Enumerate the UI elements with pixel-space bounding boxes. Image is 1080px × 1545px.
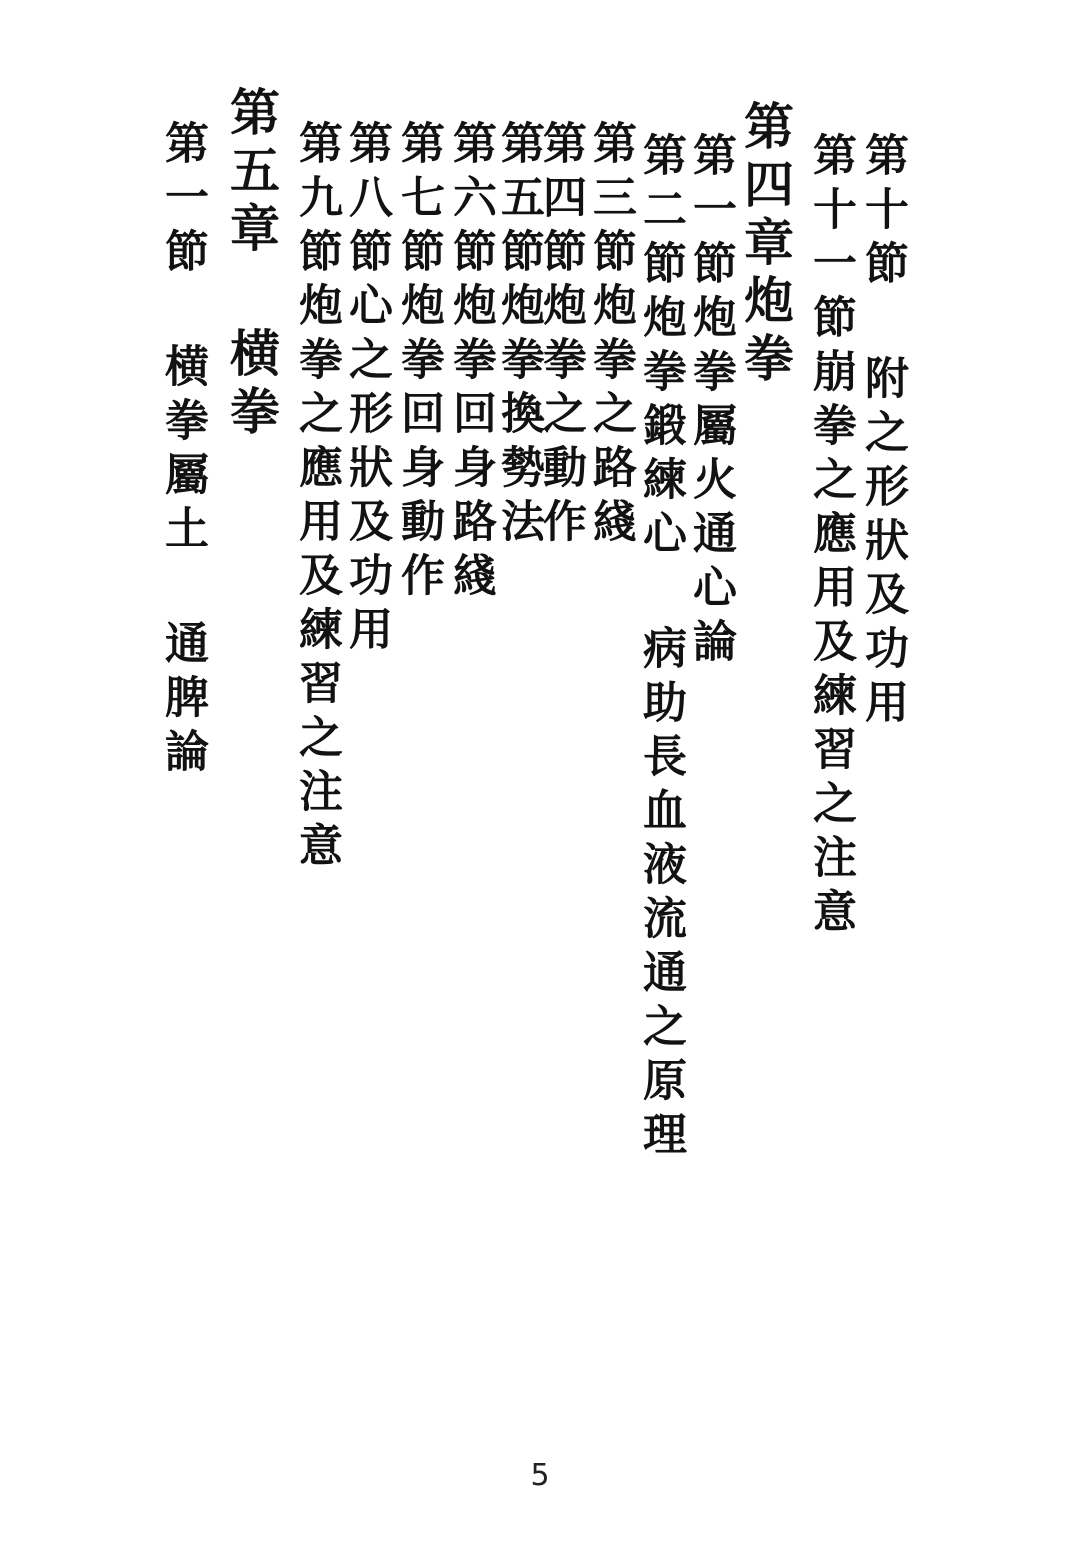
toc-entry-ch4-section-1: 第一節炮拳屬火通心論 — [685, 132, 736, 672]
toc-entry-ch4-section-8: 第八節心之形狀及功用 — [341, 120, 392, 660]
toc-entry-ch4-section-3: 第三節炮拳之路綫 — [585, 120, 636, 552]
toc-entry-ch4-section-9: 第九節炮拳之應用及練習之注意 — [291, 120, 342, 876]
toc-entry-ch4-section-5: 第五節炮拳換勢法 — [493, 120, 544, 552]
toc-chapter-5-heading: 第五章 横拳 — [222, 86, 281, 443]
toc-entry-ch4-section-6: 第六節炮拳回身路綫 — [445, 120, 496, 606]
toc-entry-ch4-section-7: 第七節炮拳回身動作 — [393, 120, 444, 606]
toc-entry-section-10: 第十節 附之形狀及功用 — [857, 132, 908, 733]
toc-entry-ch4-section-4: 第四節炮拳之動作 — [535, 120, 586, 552]
toc-chapter-4-heading: 第四章炮拳 — [736, 100, 795, 390]
toc-entry-ch5-section-1: 第一節 横拳屬土 通脾論 — [157, 120, 208, 782]
page-number: 5 — [530, 1458, 550, 1493]
toc-entry-ch4-section-2: 第二節炮拳鍛練心 病助長血液流通之原理 — [635, 132, 686, 1165]
toc-entry-section-11: 第十一節崩拳之應用及練習之注意 — [805, 132, 856, 942]
